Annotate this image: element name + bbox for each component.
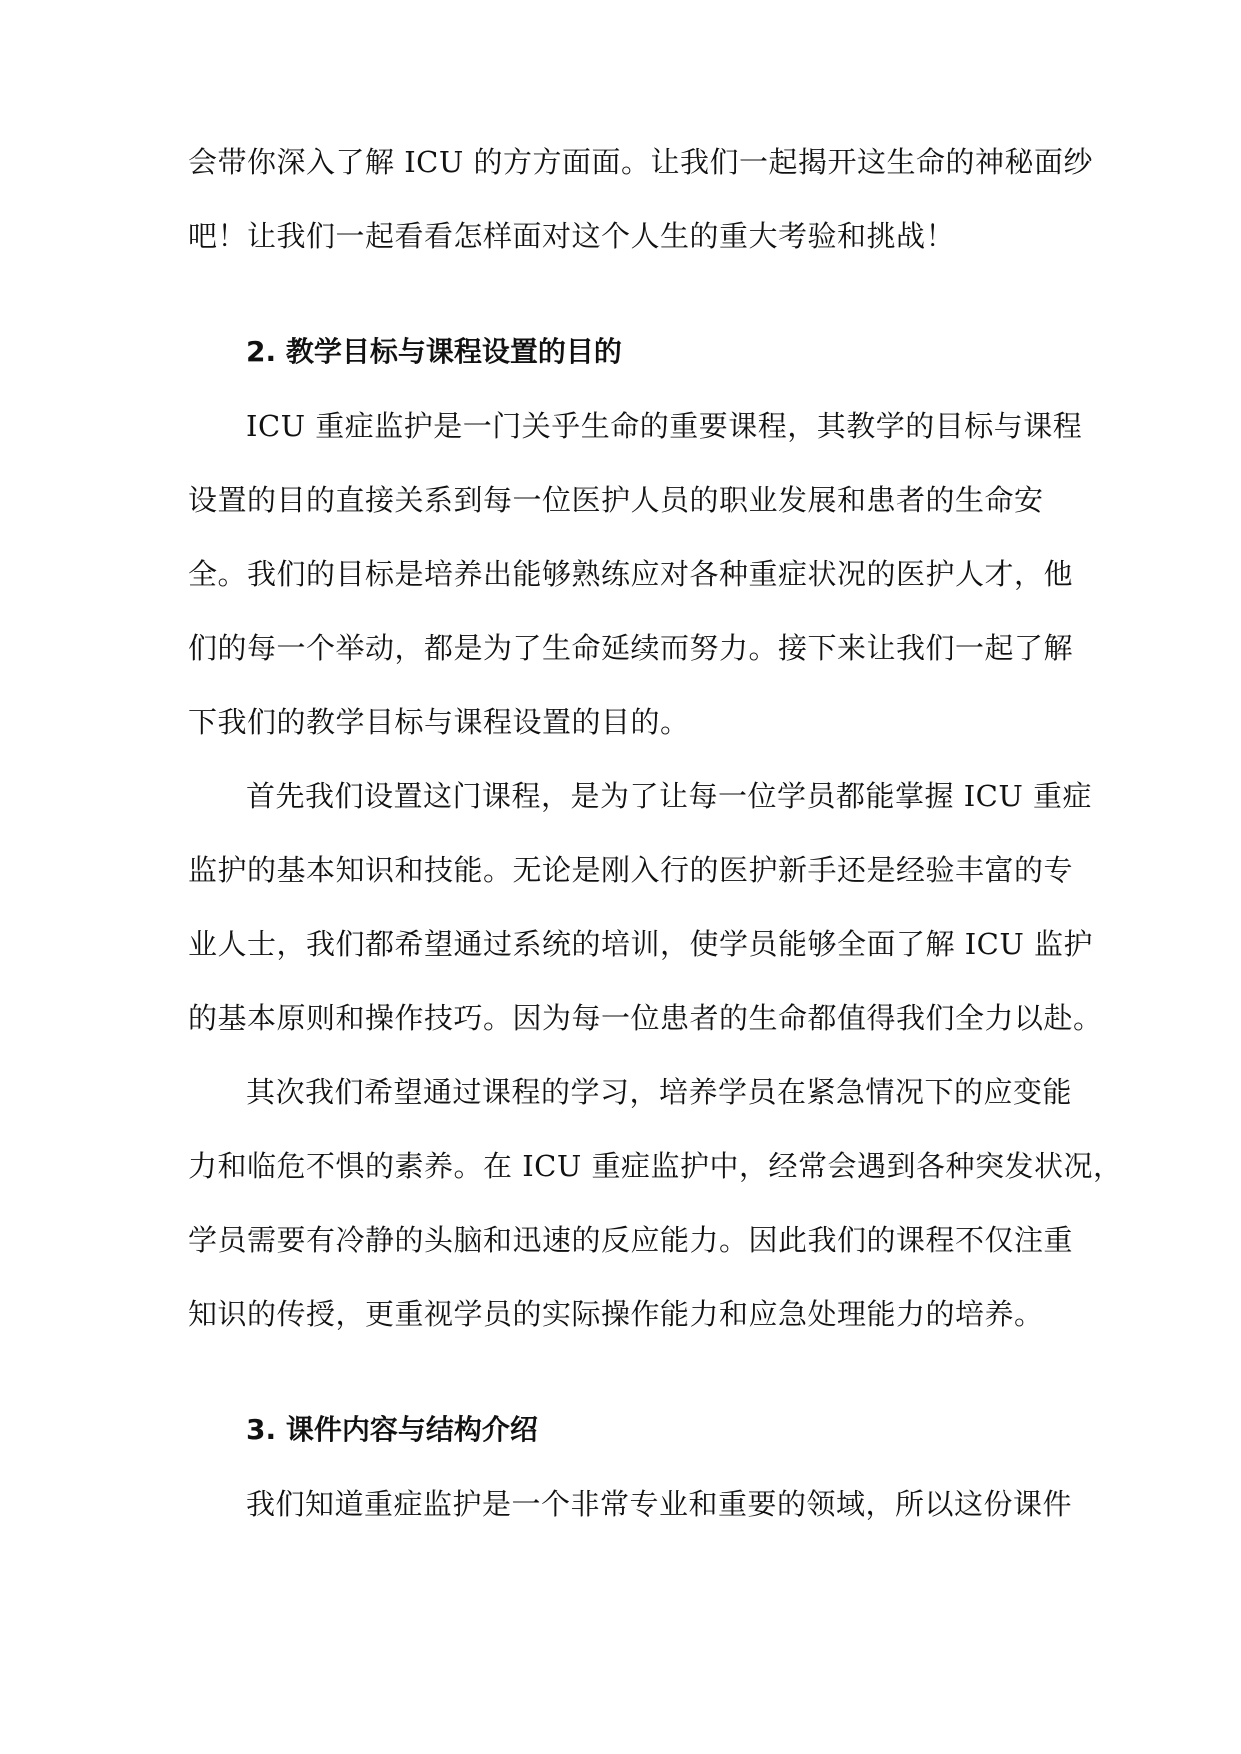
text-line: 力和临危不惧的素养。在 ICU 重症监护中，经常会遇到各种突发状况， bbox=[188, 1149, 1123, 1183]
text-line: 首先我们设置这门课程，是为了让每一位学员都能掌握 ICU 重症 bbox=[246, 779, 1093, 813]
section-2-paragraph-1 bbox=[188, 389, 1083, 759]
section-spacer bbox=[188, 273, 1058, 315]
text-line: 我们知道重症监护是一个非常专业和重要的领域，所以这份课件 bbox=[246, 1487, 1073, 1521]
section-spacer bbox=[188, 1351, 1058, 1393]
text-line: 会带你深入了解 ICU 的方方面面。让我们一起揭开这生命的神秘面纱 bbox=[188, 145, 1094, 179]
text-line: 全。我们的目标是培养出能够熟练应对各种重症状况的医护人才，他 bbox=[188, 557, 1074, 591]
section-3-paragraph-1 bbox=[188, 1467, 1073, 1541]
text-line: 吧！让我们一起看看怎样面对这个人生的重大考验和挑战！ bbox=[188, 219, 956, 253]
intro-paragraph bbox=[188, 125, 1094, 273]
text-line: 其次我们希望通过课程的学习，培养学员在紧急情况下的应变能 bbox=[246, 1075, 1073, 1109]
text-line: 监护的基本知识和技能。无论是刚入行的医护新手还是经验丰富的专 bbox=[188, 853, 1074, 887]
text-line: 们的每一个举动，都是为了生命延续而努力。接下来让我们一起了解 bbox=[188, 631, 1074, 665]
section-2-heading: 2. 教学目标与课程设置的目的 bbox=[246, 335, 622, 368]
section-2-paragraph-3 bbox=[188, 1055, 1123, 1351]
document-page bbox=[188, 125, 1123, 1541]
text-line: 知识的传授，更重视学员的实际操作能力和应急处理能力的培养。 bbox=[188, 1297, 1044, 1331]
section-3-heading: 3. 课件内容与结构介绍 bbox=[246, 1413, 538, 1446]
text-line: 学员需要有冷静的头脑和迅速的反应能力。因此我们的课程不仅注重 bbox=[188, 1223, 1074, 1257]
section-2-paragraph-2 bbox=[188, 759, 1103, 1055]
text-line: 的基本原则和操作技巧。因为每一位患者的生命都值得我们全力以赴。 bbox=[188, 1001, 1103, 1035]
text-line: 业人士，我们都希望通过系统的培训，使学员能够全面了解 ICU 监护 bbox=[188, 927, 1094, 961]
text-line: ICU 重症监护是一门关乎生命的重要课程，其教学的目标与课程 bbox=[246, 409, 1083, 443]
text-line: 设置的目的直接关系到每一位医护人员的职业发展和患者的生命安 bbox=[188, 483, 1044, 517]
text-line: 下我们的教学目标与课程设置的目的。 bbox=[188, 705, 690, 739]
